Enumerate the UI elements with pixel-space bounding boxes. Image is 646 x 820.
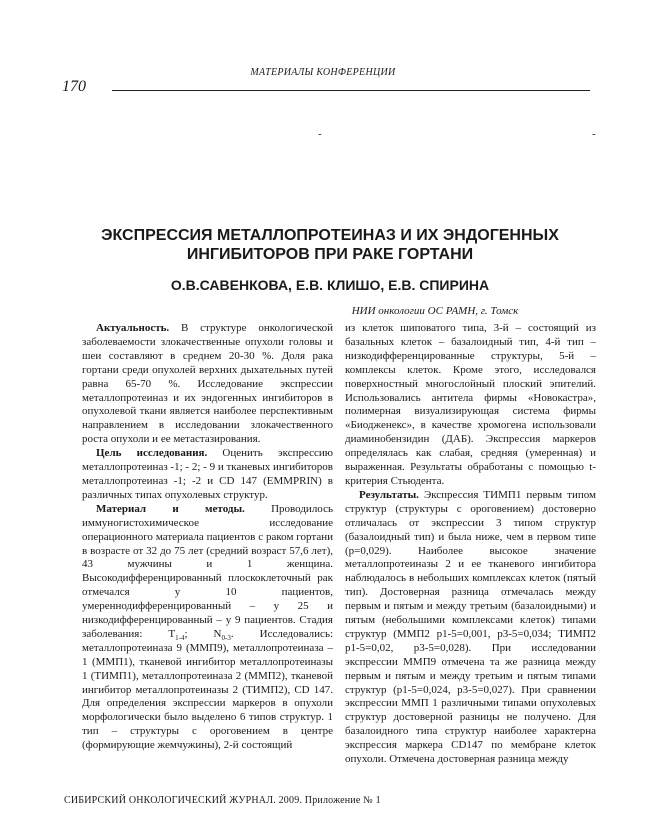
article-title (60, 226, 600, 264)
margin-mark-right: - (592, 128, 596, 140)
relevance-paragraph (82, 322, 333, 447)
stage-n-subscript: 0-3 (221, 634, 231, 643)
results-text: Экспрессия ТИМП1 первым типом структур (структуры с ороговением) достоверно отличалась от экспрессии 3 типом структур (базалоидный тип) и была ниже, чем в первом типе (p=0,029). Наиболее высокое значение металлопротеиназы 2 и ее тканевого ингибитора наблюдалось в небольших комплексах клеток (пятый тип). Достоверная разница отмечалась между первым и пятым и между третьим (базалоидными) и пятым (небольшими комплексами клеток) типами структур (ММП2 p1-5=0,001, p3-5=0,034; ТИМП2 p1-5=0,02, p3-5=0,028). При исследовании экспрессии ММП9 отмечена та же разница между первым и пятым и между третьим и пятым типами структур (p1-5=0,024, p3-5=0,027). При сравнении экспрессии ММП 1 различными типами опухолевых структур достоверной разницы не получено. Для базалоидного типа структур наиболее характерна экспрессия маркера CD147 по мембране клеток опухоли. Отмечена достоверная разница между (345, 488, 596, 766)
relevance-text: В структуре онкологической заболеваемости злокачественные опухоли головы и шеи составляют в среднем 20-30 %. Доля рака гортани среди опухолей верхних дыхательных путей равна 65-70 %. Исследование экспрессии металлопротеиназ и их эндогенных ингибиторов в опухолевой ткани является наиболее перспективным направлением в исследовании злокачественного роста опухоли и ее метастазирования. (82, 322, 334, 446)
header-rule (112, 90, 590, 91)
relevance-heading: Актуальность. (96, 322, 170, 334)
stage-t-subscript: 1-4 (175, 634, 185, 643)
page-number: 170 (62, 78, 86, 95)
methods-paragraph (82, 503, 333, 753)
right-column (345, 322, 596, 767)
aim-text: Оценить экспрессию металлопротеиназ -1; - 2; - 9 и тканевых ингибиторов металлопротеиназ -1; -2 и CD 147 (EMMPRIN) в различных типах опухолевых структур. (82, 447, 334, 501)
methods-text-3: . Исследовались: металлопротеиназа 9 (ММП9), металлопротеиназа – 1 (ММП1), тканевой ингибитор металлопротеиназы 1 (ТИМП1), металлопротеиназа 2 (ММП2), тканевой ингибитор металлопротеиназы 2 (ТИМП2), CD 147. Для определения экспрессии маркеров в опухоли морфологически было выделено 6 типов структур. 1 тип – структуры с ороговением в центре (формирующие жемчужины), 2-й состоящий (82, 627, 334, 752)
article-title-line-1: ЭКСПРЕССИЯ МЕТАЛЛОПРОТЕИНАЗ И ИХ ЭНДОГЕННЫХ (101, 227, 559, 244)
aim-paragraph (82, 447, 333, 503)
journal-footer: СИБИРСКИЙ ОНКОЛОГИЧЕСКИЙ ЖУРНАЛ. 2009. Приложение № 1 (64, 795, 381, 806)
running-head: МАТЕРИАЛЫ КОНФЕРЕНЦИИ (250, 67, 396, 78)
left-column (82, 322, 333, 753)
results-heading: Результаты. (359, 488, 419, 501)
methods-heading: Материал и методы. (96, 502, 245, 515)
affiliation: НИИ онкологии ОС РАМН, г. Томск (351, 305, 519, 317)
results-paragraph (345, 489, 596, 767)
article-title-line-2: ИНГИБИТОРОВ ПРИ РАКЕ ГОРТАНИ (186, 246, 474, 263)
aim-heading: Цель исследования. (96, 447, 208, 460)
margin-mark-left: - (318, 128, 322, 140)
methods-text-1: Проводилось иммуногистохимическое исследование операционного материала пациентов с раком гортани в возрасте от 32 до 75 лет (средний возраст 57,6 лет), 43 мужчины и 1 женщина. Высокодифференцированный плоскоклеточный рак отмечался у 10 пациентов, умереннодифференцированный – у 25 и низкодифференцированный – у 9 пациентов. Стадия заболевания: T (82, 502, 333, 640)
methods-text-2: ; N (184, 627, 222, 640)
authors: О.В.САВЕНКОВА, Е.В. КЛИШО, Е.В. СПИРИНА (170, 277, 490, 293)
methods-continuation: из клеток шиповатого типа, 3-й – состоящий из базальных клеток – базалоидный тип, 4-й тип – низкодифференцированные структуры, 5-й – комплексы клеток. Кроме этого, исследовался поверхностный многослойный плоский эпителий. Использовались антитела фирмы «Новокастра», полимерная визуализирующая система фирмы «Биодженекс», в качестве хромогена использовали диаминобензидин (ДАБ). Экспрессия маркеров определялась как слабая, средняя (умеренная) и выраженная. Результаты обработаны с помощью t-критерия Стьюдента. (345, 322, 596, 487)
